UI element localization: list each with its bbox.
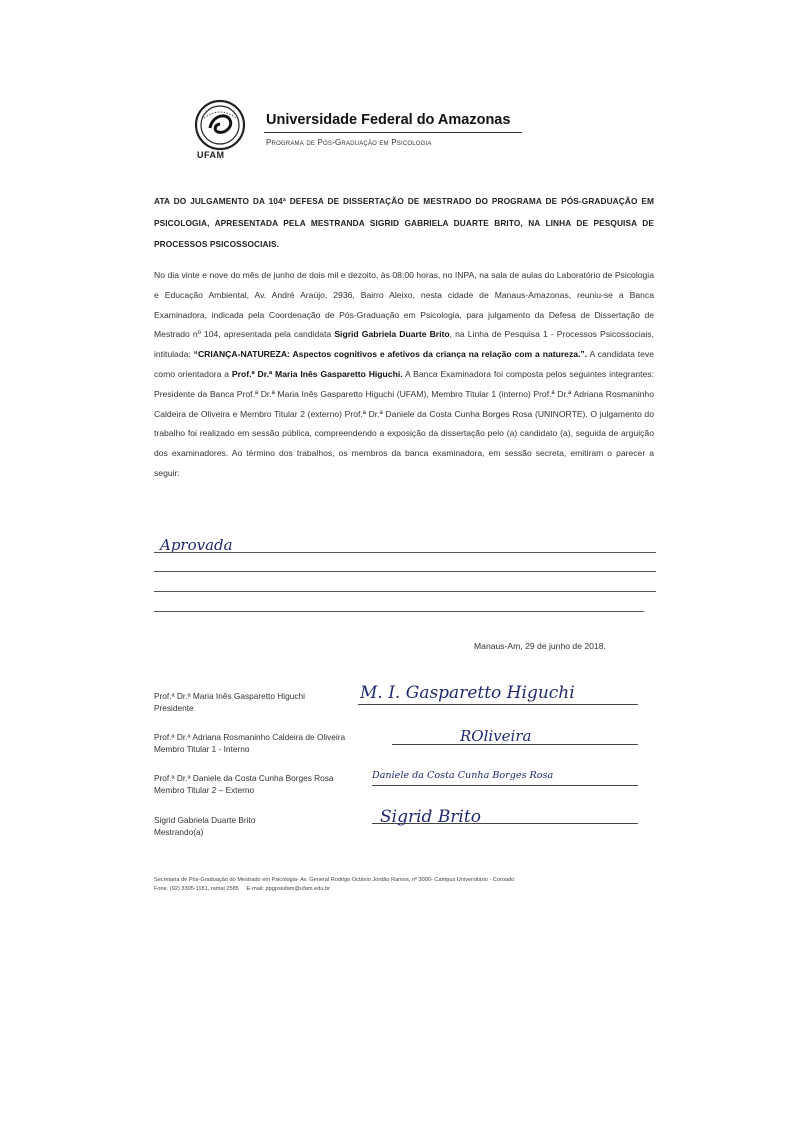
signer-name: Sigrid Gabriela Duarte Brito — [154, 815, 256, 825]
parecer-line-2 — [154, 571, 656, 572]
svg-text:M. I. Gasparetto Higuchi: M. I. Gasparetto Higuchi — [360, 683, 575, 703]
signer-role: Mestrando(a) — [154, 827, 204, 837]
minutes-body — [154, 266, 654, 484]
svg-text:Aprovada: Aprovada — [160, 536, 233, 554]
signer-role: Presidente — [154, 703, 194, 713]
place-date: Manaus-Am, 29 de junho de 2018. — [474, 641, 606, 651]
body-text-2: , na Linha de Pesquisa 1 - Processos Psicossociais, intitulada: — [154, 329, 654, 360]
signer-role: Membro Titular 1 - Interno — [154, 744, 250, 754]
signer-role: Membro Titular 2 – Externo — [154, 785, 255, 795]
signature-line-president — [358, 704, 638, 705]
document-title: ATA DO JULGAMENTO DA 104ª DEFESA DE DISSERTAÇÃO DE MESTRADO DO PROGRAMA DE PÓS-GRADUAÇÃO EM PSICOLOGIA, APRESENTADA PELA MESTRANDA SIGRID GABRIELA DUARTE BRITO, NA LINHA DE PESQUISA DE PROCESSOS PSICOSSOCIAIS. — [154, 196, 654, 249]
signer-name: Prof.ª Dr.ª Adriana Rosmaninho Caldeira de Oliveira — [154, 732, 346, 742]
signature-block-member-1 — [154, 731, 345, 755]
candidate-name: Sigrid Gabriela Duarte Brito — [334, 329, 450, 340]
logo-caption: UFAM — [197, 150, 225, 160]
signature-line-member-2 — [372, 785, 638, 786]
footer-line-2: Fone. (92) 3305-1181, ramal 2585 E-mail: ppgpsiufam@ufam.edu.br — [154, 886, 330, 892]
svg-text:Sigrid Brito: Sigrid Brito — [380, 807, 481, 827]
program-name: Programa de Pós-Graduação em Psicologia — [266, 138, 432, 147]
signature-block-member-2 — [154, 772, 334, 796]
footer-address — [154, 876, 654, 894]
signer-name: Prof.ª Dr.ª Maria Inês Gasparetto Higuchi — [154, 691, 305, 701]
header-rule — [264, 132, 522, 133]
signature-handwriting-member-2 — [372, 764, 612, 784]
signature-line-member-1 — [392, 744, 638, 745]
advisor-name: Prof.ª Dr.ª Maria Inês Gasparetto Higuchi. — [231, 368, 403, 379]
parecer-line-3 — [154, 591, 656, 592]
parecer-line-1 — [154, 552, 656, 553]
svg-text:ROliveira: ROliveira — [460, 727, 532, 745]
signature-line-student — [372, 823, 638, 824]
parecer-line-4 — [154, 611, 644, 612]
signature-block-president — [154, 690, 305, 714]
body-text-3: A candidata teve como orientadora a — [154, 349, 654, 379]
signature-handwriting-president — [360, 676, 650, 706]
signature-handwriting-student — [380, 800, 530, 830]
university-name: Universidade Federal do Amazonas — [266, 112, 511, 128]
body-text-4: A Banca Examinadora foi composta pelos seguintes integrantes: Presidente da Banca Prof.ª Dr.ª Maria Inês Gasparetto Higuchi (UFAM), Membro Titular 1 (interno) Prof.ª Dr.ª Adriana Rosmaninho Caldeira de Oliveira e Membro Titular 2 (externo) Prof.ª Dr.ª Daniele da Costa Cunha Borges Rosa (UNINORTE). O julgamento do trabalho foi realizado em sessão pública, compreendendo a exposição da dissertação pelo (a) candidato (a), seguida de arguição dos examinadores. Ao término dos trabalhos, os membros da banca examinadora, em sessão secreta, emitiram o parecer a seguir: — [154, 368, 654, 478]
body-text-1: No dia vinte e nove do mês de junho de dois mil e dezoito, às 08:00 horas, no INPA, na sala de aulas do Laboratório de Psicologia e Educação Ambiental, Av. André Araújo, 2936, Bairro Aleixo, nesta cidade de Manaus-Amazonas, reuniu-se a Banca Examinadora, indicada pela Coordenação de Pós-Graduação em Psicologia, para julgamento da Defesa de Dissertação de Mestrado nº 104, apresentada pela candidata — [154, 270, 654, 340]
footer-line-1: Secretaria de Pós-Graduação do Mestrado em Psicologia- Av. General Rodrigo Octávio Jordão Ramos, nº 3000- Campus Universitário - Coroado — [154, 877, 515, 883]
signature-block-student — [154, 814, 255, 838]
signer-name: Prof.ª Dr.ª Daniele da Costa Cunha Borges Rosa — [154, 773, 334, 783]
thesis-title: “CRIANÇA-NATUREZA: Aspectos cognitivos e afetivos da criança na relação com a natureza.”. — [193, 349, 588, 360]
svg-text:Daniele da Costa Cunha Borges: Daniele da Costa Cunha Borges Rosa — [372, 770, 554, 781]
